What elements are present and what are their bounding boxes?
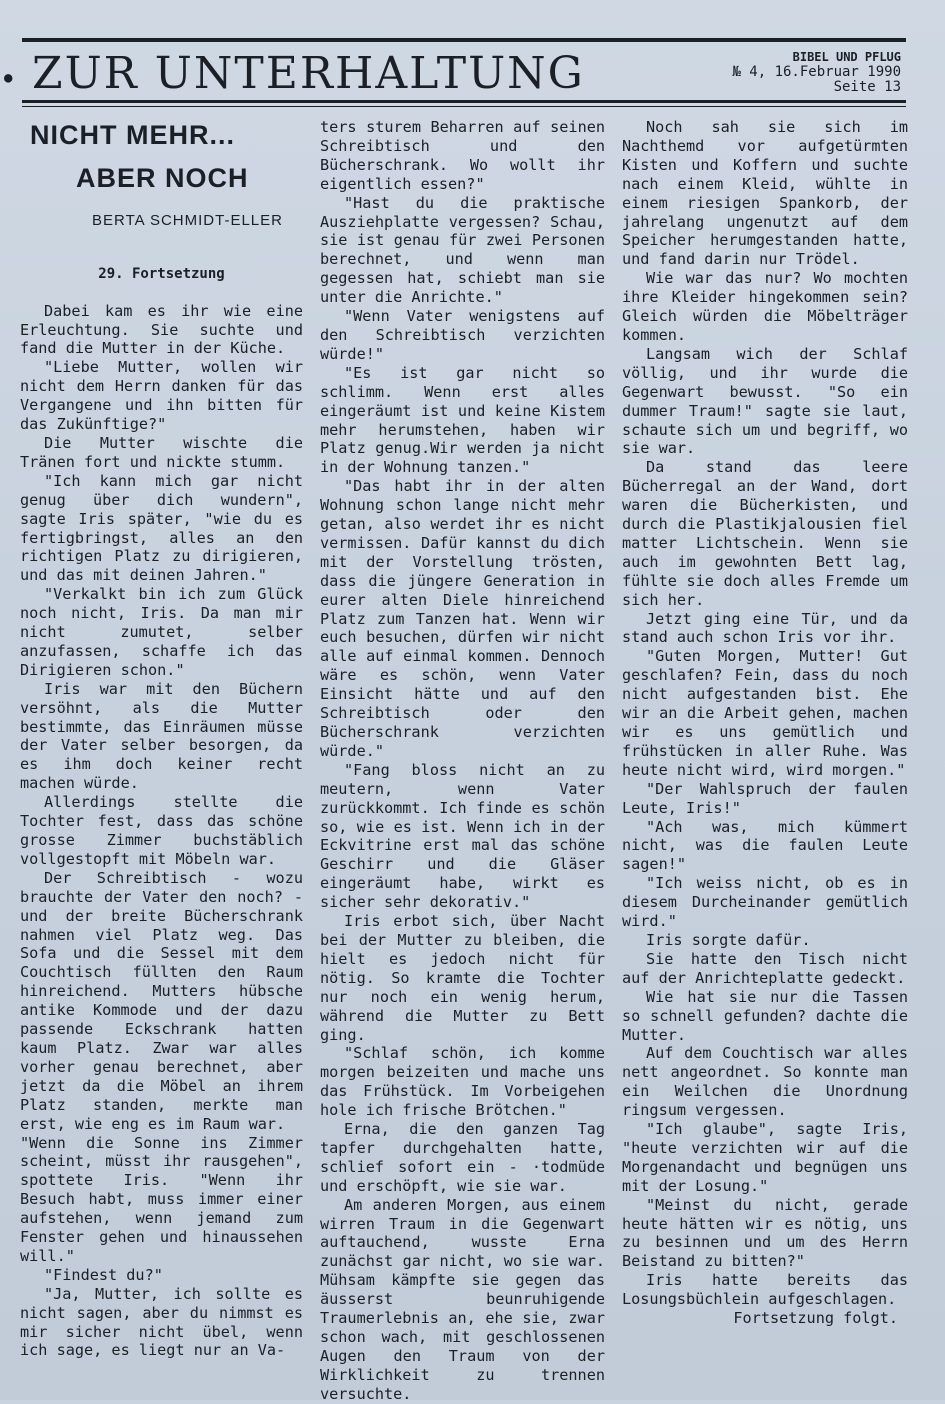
- column-2: [320, 118, 605, 1404]
- paragraph: "Schlaf schön, ich komme morgen beizeiten und mache uns das Frühstück. Im Vorbeigehen hole ich frische Brötchen.": [320, 1044, 605, 1120]
- issue-info: [732, 50, 901, 95]
- paragraph: "Guten Morgen, Mutter! Gut geschlafen? Fein, dass du noch nicht aufgestanden bist. Ehe wir an die Arbeit gehen, machen wir es uns gemütlich und frühstücken in aller Ruhe. Was heute nicht wird, wird morgen.": [622, 647, 908, 779]
- paragraph: Noch sah sie sich im Nachthemd vor aufgetürmten Kisten und Koffern und suchte nach einem Kleid, wühlte in einem riesigen Spankorb, der jahrelang ungenutzt auf dem Speicher herumgestanden hatte, und fand darin nur Trödel.: [622, 118, 908, 269]
- paragraph: "Wenn die Sonne ins Zimmer scheint, müsst ihr rausgehen", spottete Iris. "Wenn ihr Besuch habt, muss immer einer aufstehen, wenn jemand zum Fenster gehen und hinaussehen will.": [20, 1133, 303, 1265]
- article-title-line-2: ABER NOCH: [76, 162, 249, 193]
- paragraph: Wie war das nur? Wo mochten ihre Kleider hingekommen sein? Gleich würden die Möbelträger kommen.: [622, 269, 908, 344]
- paragraph: Die Mutter wischte die Tränen fort und nickte stumm.: [20, 433, 303, 471]
- paragraph: Iris sorgte dafür.: [646, 930, 811, 949]
- paragraph: Langsam wich der Schlaf völlig, und ihr wurde die Gegenwart bewusst. "So ein dummer Traum!" sagte sie laut, schaute sich um und begriff, wo sie war.: [622, 344, 908, 458]
- paragraph: "Ach was, mich kümmert nicht, was die faulen Leute sagen!": [622, 817, 908, 874]
- article-author: BERTA SCHMIDT-ELLER: [92, 211, 283, 229]
- paragraph: Da stand das leere Bücherregal an der Wand, dort waren die Bücherkisten, und durch die Plastikjalousien fiel matter Lichtschein. Wenn sie auch im gewohnten Bett lag, fühlte sie doch alles Fremde um sich her.: [622, 458, 908, 609]
- paragraph: "Meinst du nicht, gerade heute hätten wir es nötig, uns zu besinnen und um des Herrn Beistand zu bitten?": [622, 1195, 908, 1271]
- paragraph: Iris war mit den Büchern versöhnt, als die Mutter bestimmte, das Einräumen müsse der Vater selber besorgen, da es ihm doch keiner recht machen würde.: [20, 679, 303, 793]
- paragraph: Auf dem Couchtisch war alles nett angeordnet. So konnte man ein Weilchen die Unordnung ringsum vergessen.: [622, 1044, 908, 1120]
- top-rule: [22, 38, 906, 42]
- column-3: [622, 118, 908, 1328]
- issue-date: № 4, 16.Februar 1990: [732, 64, 901, 80]
- paragraph: Iris erbot sich, über Nacht bei der Mutter zu bleiben, die hielt es jedoch nicht für nötig. So kramte die Tochter nur noch ein wenig herum, während die Mutter zu Bett ging.: [320, 912, 605, 1044]
- margin-dot: ●: [4, 70, 13, 86]
- paragraph: "Wenn Vater wenigstens auf den Schreibtisch verzichten würde!": [320, 307, 605, 363]
- paragraph: Dabei kam es ihr wie eine Erleuchtung. Sie suchte und fand die Mutter in der Küche.: [20, 301, 303, 358]
- paragraph: "Das habt ihr in der alten Wohnung schon lange nicht mehr getan, also werdet ihr es nicht vermissen. Dafür kannst du dich mit der Vorstellung trösten, dass die jüngere Generation in eurer alten Diele hinreichend Platz zum Tanzen hat. Wenn wir euch besuchen, dürfen wir nicht alle auf einmal kommen. Dennoch wäre es schön, wenn Vater Einsicht hätte und auf den Schreibtisch oder den Bücherschrank verzichten würde.": [320, 477, 605, 760]
- section-title: ZUR UNTERHALTUNG: [32, 48, 585, 99]
- paragraph: "Ja, Mutter, ich sollte es nicht sagen, aber du nimmst es mir sicher nicht übel, wenn ich sage, es liegt nur an Va-: [20, 1284, 303, 1360]
- header-rule: [22, 100, 906, 103]
- paragraph: Jetzt ging eine Tür, und da stand auch schon Iris vor ihr.: [622, 609, 908, 647]
- paragraph: Erna, die den ganzen Tag tapfer durchgehalten hatte, schlief sofort ein - ·todmüde und erschöpft, wie sie war.: [320, 1120, 605, 1195]
- installment-label: 29. Fortsetzung: [98, 265, 225, 282]
- paragraph: Am anderen Morgen, aus einem wirren Traum in die Gegenwart auftauchend, wusste Erna zunächst gar nicht, wo sie war. Mühsam kämpfte sie gegen das äusserst beunruhigende Traumerlebnis an, ehe sie, zwar schon wach, mit geschlossenen Augen den Traum von der Wirklichkeit zu trennen versuchte.: [320, 1195, 605, 1403]
- paragraph: "Fang bloss nicht an zu meutern, wenn Vater zurückkommt. Ich finde es schön so, wie es ist. Wenn ich in der Eckvitrine erst mal das schöne Geschirr und die Gläser eingeräumt habe, wirkt es sicher sehr dekorativ.": [320, 760, 605, 912]
- paragraph: "Findest du?": [44, 1265, 163, 1284]
- paragraph: "Verkalkt bin ich zum Glück noch nicht, Iris. Da man mir nicht zumutet, selber anzufassen, schaffe ich das Dirigieren schon.": [20, 585, 303, 679]
- article-title-line-1: NICHT MEHR...: [30, 120, 235, 150]
- paragraph: Allerdings stellte die Tochter fest, dass das schöne grosse Zimmer buchstäblich vollgestopft mit Möbeln war.: [20, 793, 303, 868]
- header-rule-thin: [22, 106, 906, 107]
- paragraph: Der Schreibtisch - wozu brauchte der Vater den noch? - und der breite Bücherschrank nahmen viel Platz weg. Das Sofa und die Sessel mit dem Couchtisch füllten den Raum hinreichend. Mutters hübsche antike Kommode und der dazu passende Eckschrank hatten kaum Platz. Zwar war alles vorher genau berechnet, aber jetzt da die Möbel an ihrem Platz standen, merkte man erst, wie eng es im Raum war.: [20, 868, 303, 1133]
- column-1: [20, 118, 303, 1360]
- paragraph: "Liebe Mutter, wollen wir nicht dem Herrn danken für das Vergangene und ihn bitten für das Zukünftige?": [20, 358, 303, 434]
- paragraph: "Ich kann mich gar nicht genug über dich wundern", sagte Iris später, "wie du es fertigbringst, alles an den richtigen Platz zu dirigieren, und das mit deinen Jahren.": [20, 471, 303, 585]
- paragraph: "Hast du die praktische Ausziehplatte vergessen? Schau, sie ist genau für zwei Personen berechnet, und wenn man gegessen hat, schiebt man sie unter die Anrichte.": [320, 193, 605, 307]
- paragraph: Sie hatte den Tisch nicht auf der Anrichteplatte gedeckt.: [622, 949, 908, 987]
- paragraph: "Der Wahlspruch der faulen Leute, Iris!": [622, 779, 908, 817]
- paragraph: Iris hatte bereits das Losungsbüchlein aufgeschlagen.: [622, 1271, 908, 1309]
- paragraph: ters sturem Beharren auf seinen Schreibtisch und den Bücherschrank. Wo wollt ihr eigentlich essen?": [320, 118, 605, 193]
- page-number: Seite 13: [833, 79, 901, 95]
- paragraph: "Es ist gar nicht so schlimm. Wenn erst alles eingeräumt ist und keine Kistem mehr herumstehen, haben wir Platz genug.Wir werden ja nicht in der Wohnung tanzen.": [320, 363, 605, 477]
- paragraph: Wie hat sie nur die Tassen so schnell gefunden? dachte die Mutter.: [622, 987, 908, 1044]
- publication-name: BIBEL UND PFLUG: [792, 50, 901, 64]
- paragraph: "Ich weiss nicht, ob es in diesem Durcheinander gemütlich wird.": [622, 874, 908, 931]
- continued-note: Fortsetzung folgt.: [733, 1309, 898, 1328]
- paragraph: "Ich glaube", sagte Iris, "heute verzichten wir auf die Morgenandacht und begnügen uns mit der Losung.": [622, 1120, 908, 1195]
